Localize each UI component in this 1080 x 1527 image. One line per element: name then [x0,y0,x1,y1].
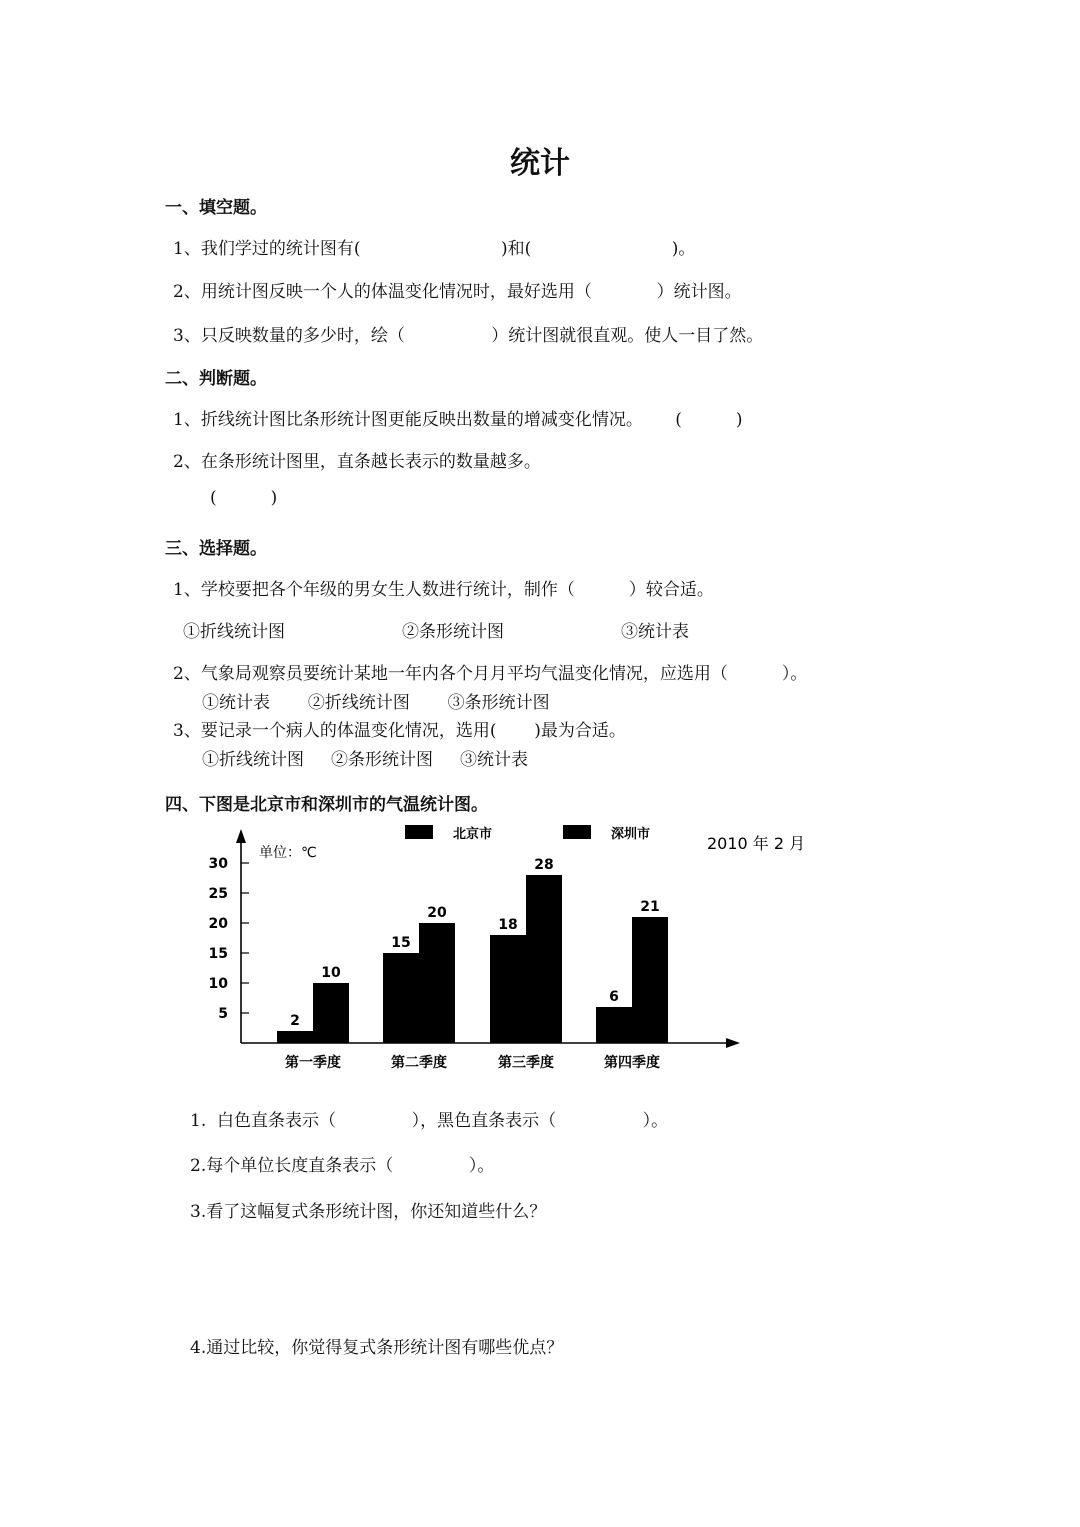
category-label: 第二季度 [391,1055,447,1071]
fill-blank-q1: 1、我们学过的统计图有( )和( )。 [173,239,696,259]
data-label: 10 [321,965,341,981]
category-label: 第一季度 [285,1055,341,1071]
chart-q1: 1. 白色直条表示（ ），黑色直条表示（ ）。 [190,1111,669,1131]
y-axis-arrow [236,829,246,843]
bar [383,953,419,1043]
section-heading-true-false: 二、判断题。 [165,369,267,389]
choice-q3-options: ①折线统计图 ②条形统计图 ③统计表 [202,750,529,770]
y-tick-label: 15 [208,946,228,962]
legend-label: 北京市 [453,827,493,842]
choice-q2: 2、气象局观察员要统计某地一年内各个月月平均气温变化情况，应选用（ ）。 [173,664,808,684]
chart-q3: 3.看了这幅复式条形统计图，你还知道些什么？ [190,1202,547,1222]
data-label: 2 [290,1013,300,1029]
page-title: 统计 [510,146,570,181]
category-label: 第三季度 [498,1055,554,1071]
data-label: 6 [609,989,619,1005]
x-axis-arrow [726,1038,740,1048]
section-heading-choice: 三、选择题。 [165,539,267,559]
data-label: 21 [640,899,660,915]
data-label: 18 [498,917,518,933]
category-label: 第四季度 [604,1055,660,1071]
section-heading-fill-blank: 一、填空题。 [165,198,267,218]
choice-q1-option-a: ①折线统计图 [183,622,285,642]
true-false-q2-answer: ( ) [210,488,278,508]
legend-swatch [405,825,433,839]
y-tick-label: 20 [208,916,228,932]
temperature-bar-chart [195,815,806,1080]
chart-q2: 2.每个单位长度直条表示（ ）。 [190,1156,495,1176]
section-heading-chart: 四、下图是北京市和深圳市的气温统计图。 [165,795,488,815]
date-label: 2010 年 2 月 [707,834,806,853]
data-label: 28 [534,857,554,873]
bar [526,875,562,1043]
choice-q3: 3、要记录一个病人的体温变化情况，选用( )最为合适。 [173,721,626,741]
bar [313,983,349,1043]
bar [490,935,526,1043]
legend-label: 深圳市 [611,827,651,842]
choice-q2-options: ①统计表 ②折线统计图 ③条形统计图 [202,693,550,713]
fill-blank-q2: 2、用统计图反映一个人的体温变化情况时，最好选用（ ）统计图。 [173,282,742,302]
chart-q4: 4.通过比较，你觉得复式条形统计图有哪些优点？ [190,1338,564,1358]
bar [419,923,455,1043]
y-tick-label: 25 [208,886,228,902]
bar [596,1007,632,1043]
choice-q1-option-b: ②条形统计图 [402,622,504,642]
true-false-q2: 2、在条形统计图里，直条越长表示的数量越多。 [173,452,541,472]
bar [632,917,668,1043]
choice-q1-option-c: ③统计表 [621,622,689,642]
data-label: 20 [427,905,447,921]
bar [277,1031,313,1043]
true-false-q1: 1、折线统计图比条形统计图更能反映出数量的增减变化情况。 ( ) [173,410,743,430]
data-label: 15 [391,935,411,951]
y-tick-label: 5 [218,1006,228,1022]
fill-blank-q3: 3、只反映数量的多少时，绘（ ）统计图就很直观。使人一目了然。 [173,326,764,346]
y-tick-label: 30 [208,856,228,872]
unit-label: 单位：℃ [259,845,317,861]
y-tick-label: 10 [208,976,228,992]
legend-swatch [563,825,591,839]
choice-q1: 1、学校要把各个年级的男女生人数进行统计，制作（ ）较合适。 [173,580,714,600]
